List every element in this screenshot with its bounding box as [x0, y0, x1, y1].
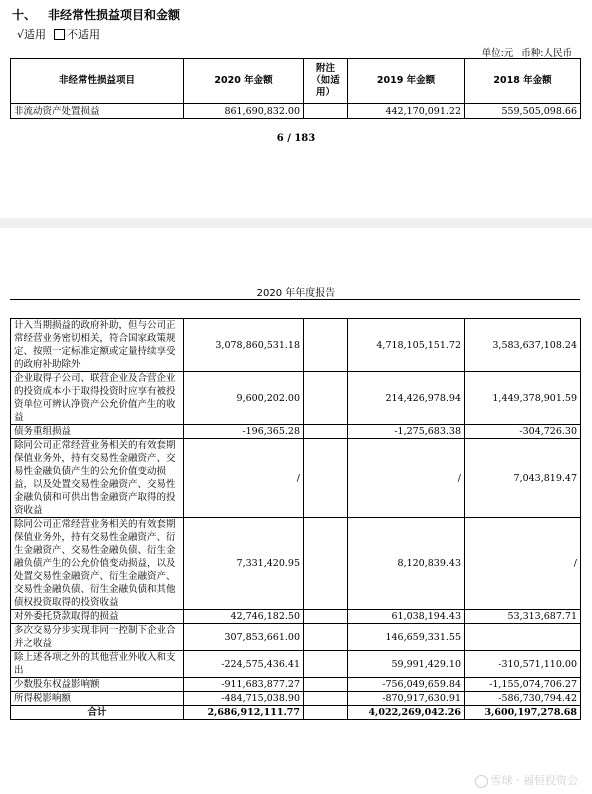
applicable-unchecked-label: 不适用 — [67, 28, 101, 41]
cell-y2020: 42,746,182.50 — [184, 610, 304, 624]
table-row — [11, 104, 581, 119]
cell-item: 除同公司正常经营业务相关的有效套期保值业务外，持有交易性金融资产、衍生金融资产、交易性金融负债、衍生金融负债产生的公允价值变动损益，以及处置交易性金融资产、衍生金融资产、交易性金融负债、衍生金融负债和其他债权投资取得的投资收益 — [11, 518, 184, 610]
cell-y2019: -870,917,630.91 — [348, 692, 465, 706]
header-2019: 2019 年金额 — [348, 59, 465, 104]
header-rule — [10, 299, 580, 300]
cell-y2020: 3,078,860,531.18 — [184, 319, 304, 372]
row-2020: 861,690,832.00 — [184, 104, 304, 119]
snowball-logo-icon — [475, 775, 488, 788]
cell-note — [304, 319, 348, 372]
total-row — [11, 706, 581, 720]
table-row — [11, 678, 581, 692]
cell-y2020: -911,683,877.27 — [184, 678, 304, 692]
page-number: 6 / 183 — [276, 133, 316, 144]
cell-item: 除上述各项之外的其他营业外收入和支出 — [11, 651, 184, 678]
cell-y2019: 4,718,105,151.72 — [348, 319, 465, 372]
cell-note — [304, 425, 348, 439]
non-recurring-items-table — [10, 318, 581, 720]
header-2020: 2020 年金额 — [184, 59, 304, 104]
cell-note — [304, 706, 348, 720]
unchecked-box-icon — [54, 29, 65, 40]
cell-item: 企业取得子公司、联营企业及合营企业的投资成本小于取得投资时应享有被投资单位可辨认净资产公允价值产生的收益 — [11, 372, 184, 425]
cell-y2020: 7,331,420.95 — [184, 518, 304, 610]
cell-y2018: 7,043,819.47 — [465, 439, 581, 518]
cell-note — [304, 372, 348, 425]
cell-y2018 — [465, 624, 581, 651]
cell-item: 合计 — [11, 706, 184, 720]
cell-y2019: 61,038,194.43 — [348, 610, 465, 624]
table-row — [11, 425, 581, 439]
cell-y2019: / — [348, 439, 465, 518]
applicable-checked-label: √适用 — [17, 28, 47, 41]
table-header-row — [11, 59, 581, 104]
cell-y2020: 307,853,661.00 — [184, 624, 304, 651]
cell-note — [304, 518, 348, 610]
currency-label: 币种:人民币 — [521, 48, 572, 59]
cell-y2019: 214,426,978.94 — [348, 372, 465, 425]
cell-item: 对外委托贷款取得的损益 — [11, 610, 184, 624]
table-row — [11, 651, 581, 678]
cell-y2018: -586,730,794.42 — [465, 692, 581, 706]
cell-item: 多次交易分步实现非同一控制下企业合并之收益 — [11, 624, 184, 651]
table-row — [11, 319, 581, 372]
table-row — [11, 372, 581, 425]
row-2018: 559,505,098.66 — [465, 104, 581, 119]
cell-y2019: 59,991,429.10 — [348, 651, 465, 678]
table-row — [11, 518, 581, 610]
cell-y2018: -304,726.30 — [465, 425, 581, 439]
row-item: 非流动资产处置损益 — [11, 104, 184, 119]
cell-y2018: 53,313,687.71 — [465, 610, 581, 624]
cell-item: 债务重组损益 — [11, 425, 184, 439]
cell-item: 所得税影响额 — [11, 692, 184, 706]
cell-y2019: -756,049,659.84 — [348, 678, 465, 692]
applicable-options — [17, 26, 100, 42]
row-note — [304, 104, 348, 119]
section-heading — [12, 6, 180, 23]
cell-y2018: / — [465, 518, 581, 610]
unit-line — [482, 45, 572, 59]
cell-item: 少数股东权益影响额 — [11, 678, 184, 692]
cell-y2019: 146,659,331.55 — [348, 624, 465, 651]
header-item: 非经常性损益项目 — [11, 59, 184, 104]
cell-y2020: 2,686,912,111.77 — [184, 706, 304, 720]
watermark — [475, 772, 579, 788]
cell-y2020: / — [184, 439, 304, 518]
cell-y2020: -484,715,038.90 — [184, 692, 304, 706]
cell-item: 计入当期损益的政府补助，但与公司正常经营业务密切相关，符合国家政策规定、按照一定标准定额或定量持续享受的政府补助除外 — [11, 319, 184, 372]
table-row — [11, 624, 581, 651]
table-row — [11, 610, 581, 624]
cell-note — [304, 692, 348, 706]
unit-label: 单位:元 — [481, 48, 514, 59]
table-row — [11, 692, 581, 706]
cell-y2020: -224,575,436.41 — [184, 651, 304, 678]
cell-y2020: 9,600,202.00 — [184, 372, 304, 425]
cell-note — [304, 651, 348, 678]
cell-item: 除同公司正常经营业务相关的有效套期保值业务外，持有交易性金融资产、交易性金融负债产生的公允价值变动损益，以及处置交易性金融资产、交易性金融负债和可供出售金融资产取得的投资收益 — [11, 439, 184, 518]
cell-y2020: -196,365.28 — [184, 425, 304, 439]
cell-y2019: 8,120,839.43 — [348, 518, 465, 610]
cell-y2018: 3,600,197,278.68 — [465, 706, 581, 720]
section-title: 非经常性损益项目和金额 — [48, 8, 181, 22]
cell-y2018: -310,571,110.00 — [465, 651, 581, 678]
page-break-band — [0, 218, 592, 228]
cell-note — [304, 624, 348, 651]
cell-y2018: 3,583,637,108.24 — [465, 319, 581, 372]
header-note: 附注（如适用） — [304, 59, 348, 104]
cell-y2019: 4,022,269,042.26 — [348, 706, 465, 720]
cell-y2018: -1,155,074,706.27 — [465, 678, 581, 692]
header-2018: 2018 年金额 — [465, 59, 581, 104]
cell-y2019: -1,275,683.38 — [348, 425, 465, 439]
cell-note — [304, 678, 348, 692]
section-number: 十、 — [12, 8, 37, 22]
cell-note — [304, 439, 348, 518]
non-recurring-items-table-top — [10, 58, 581, 119]
cell-note — [304, 610, 348, 624]
row-2019: 442,170,091.22 — [348, 104, 465, 119]
table-row — [11, 439, 581, 518]
running-header: 2020 年年度报告 — [256, 288, 336, 299]
watermark-text: 雪球 · 福恒投资会 — [490, 774, 578, 787]
cell-y2018: 1,449,378,901.59 — [465, 372, 581, 425]
